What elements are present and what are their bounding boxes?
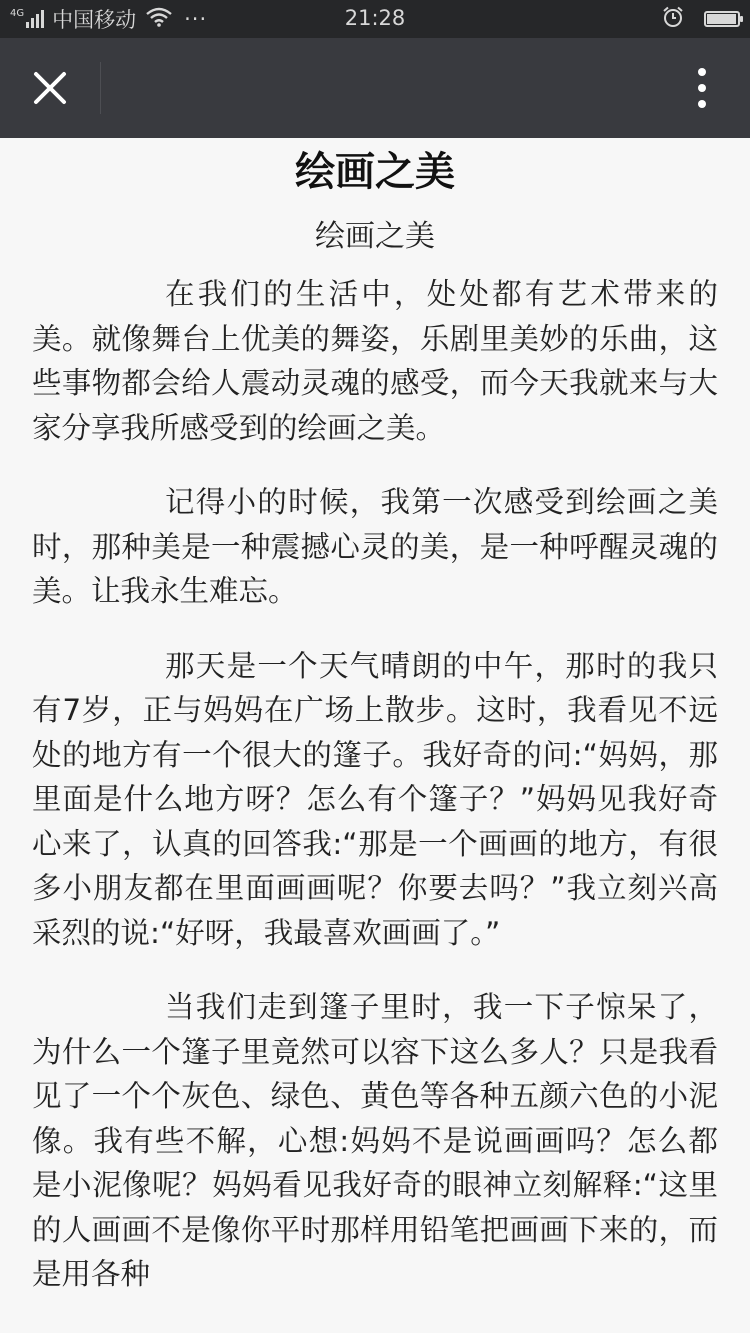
article-paragraph: 当我们走到篷子里时，我一下子惊呆了，为什么一个篷子里竟然可以容下这么多人？只是我看见了一个个灰色、绿色、黄色等各种五颜六色的小泥像。我有些不解，心想:妈妈不是说画画吗？怎么都是小泥像呢？妈妈看见我好奇的眼神立刻解释:“这里的人画画不是像你平时那样用铅笔把画画下来的，而是用各种 (32, 990, 718, 1291)
article-paragraph: 记得小的时候，我第一次感受到绘画之美时，那种美是一种震撼心灵的美，是一种呼醒灵魂的美。让我永生难忘。 (32, 485, 718, 608)
carrier-name: 中国移动 (52, 8, 137, 32)
more-notifications-icon: ··· (184, 7, 208, 31)
status-right (662, 6, 740, 32)
article-paragraph: 在我们的生活中，处处都有艺术带来的美。就像舞台上优美的舞姿，乐剧里美妙的乐曲，这些事物都会给人震动灵魂的感受，而今天我就来与大家分享我所感受到的绘画之美。 (32, 277, 718, 445)
webview-title-bar (0, 38, 750, 138)
alarm-icon (662, 6, 684, 33)
close-button[interactable] (28, 66, 72, 110)
network-type: 4G (10, 7, 25, 19)
more-vertical-icon (690, 64, 714, 112)
article-paragraph: 那天是一个天气晴朗的中午，那时的我只有7岁，正与妈妈在广场上散步。这时，我看见不远处的地方有一个很大的篷子。我好奇的问:“妈妈，那里面是什么地方呀？怎么有个篷子？”妈妈见我好奇心来了，认真的回答我:“那是一个画画的地方，有很多小朋友都在里面画画呢？你要去吗？”我立刻兴高采烈的说:“好呀，我最喜欢画画了。” (32, 648, 718, 950)
battery-level (707, 14, 736, 24)
status-bar (0, 0, 750, 38)
toolbar-divider (100, 62, 101, 114)
article-title: 绘画之美 (295, 149, 455, 195)
article-subtitle: 绘画之美 (315, 219, 435, 254)
close-icon (28, 66, 72, 110)
more-options-button[interactable] (690, 64, 714, 112)
clock: 21:28 (344, 6, 406, 30)
battery-icon (704, 11, 740, 27)
article-content[interactable] (0, 138, 750, 1333)
